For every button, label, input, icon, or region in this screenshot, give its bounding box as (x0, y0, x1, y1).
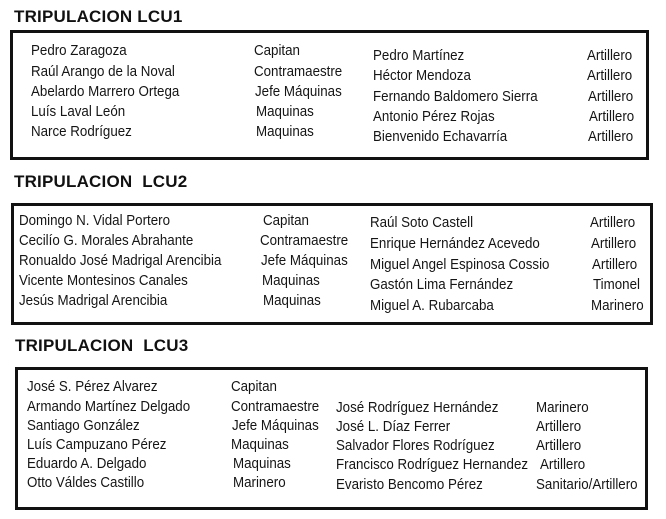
crew-role: Artillero (588, 89, 634, 105)
crew-role: Artillero (540, 457, 586, 473)
crew-name: Salvador Flores Rodríguez (336, 438, 495, 454)
crew-role: Artillero (588, 129, 634, 145)
crew-role: Maquinas (262, 273, 320, 289)
crew-name: Miguel A. Rubarcaba (370, 298, 494, 314)
crew-name: Luís Laval León (31, 104, 126, 120)
crew-role: Artillero (536, 419, 582, 435)
crew-name: José S. Pérez Alvarez (27, 379, 158, 395)
crew-role: Maquinas (263, 293, 321, 309)
crew-name: Jesús Madrigal Arencibia (19, 293, 168, 309)
crew-name: Bienvenido Echavarría (373, 129, 508, 145)
section-title-lcu1: TRIPULACION LCU1 (14, 7, 183, 26)
crew-name: Fernando Baldomero Sierra (373, 89, 538, 105)
crew-role: Artillero (592, 257, 638, 273)
crew-name: Otto Váldes Castillo (27, 475, 145, 491)
crew-role: Artillero (587, 48, 633, 64)
section-title-lcu3: TRIPULACION LCU3 (15, 336, 189, 355)
crew-name: José L. Díaz Ferrer (336, 419, 451, 435)
crew-name: Santiago González (27, 418, 140, 434)
crew-role: Artillero (591, 236, 637, 252)
crew-role: Maquinas (256, 124, 314, 140)
crew-role: Capitan (231, 379, 277, 395)
crew-role: Artillero (590, 215, 636, 231)
crew-name: Raúl Arango de la Noval (31, 64, 175, 80)
crew-role: Marinero (536, 400, 589, 416)
crew-role: Maquinas (256, 104, 314, 120)
crew-name: Vicente Montesinos Canales (19, 273, 188, 289)
crew-name: Pedro Zaragoza (31, 43, 127, 59)
crew-name: Narce Rodríguez (31, 124, 132, 140)
crew-role: Artillero (589, 109, 635, 125)
crew-role: Maquinas (233, 456, 291, 472)
crew-name: Héctor Mendoza (373, 68, 471, 84)
crew-role: Timonel (593, 277, 640, 293)
crew-name: Antonio Pérez Rojas (373, 109, 495, 125)
crew-role: Jefe Máquinas (232, 418, 319, 434)
crew-role: Maquinas (231, 437, 289, 453)
crew-name: Ronualdo José Madrigal Arencibia (19, 253, 222, 269)
crew-role: Jefe Máquinas (261, 253, 348, 269)
crew-role: Sanitario/Artillero (536, 477, 638, 493)
crew-name: José Rodríguez Hernández (336, 400, 499, 416)
crew-role: Jefe Máquinas (255, 84, 342, 100)
crew-name: Luís Campuzano Pérez (27, 437, 167, 453)
crew-name: Domingo N. Vidal Portero (19, 213, 171, 229)
crew-role: Contramaestre (231, 399, 320, 415)
crew-role: Capitan (254, 43, 300, 59)
crew-name: Abelardo Marrero Ortega (31, 84, 180, 100)
crew-name: Miguel Angel Espinosa Cossio (370, 257, 550, 273)
section-title-lcu2: TRIPULACION LCU2 (14, 172, 188, 191)
crew-role: Capitan (263, 213, 309, 229)
crew-name: Pedro Martínez (373, 48, 465, 64)
crew-role: Marinero (233, 475, 286, 491)
crew-name: Armando Martínez Delgado (27, 399, 191, 415)
crew-role: Contramaestre (260, 233, 349, 249)
crew-name: Enrique Hernández Acevedo (370, 236, 540, 252)
crew-role: Contramaestre (254, 64, 343, 80)
crew-name: Francisco Rodríguez Hernandez (336, 457, 529, 473)
crew-name: Gastón Lima Fernández (370, 277, 514, 293)
crew-role: Artillero (587, 68, 633, 84)
crew-name: Cecilío G. Morales Abrahante (19, 233, 194, 249)
crew-name: Eduardo A. Delgado (27, 456, 147, 472)
crew-name: Evaristo Bencomo Pérez (336, 477, 483, 493)
crew-name: Raúl Soto Castell (370, 215, 474, 231)
crew-role: Marinero (591, 298, 644, 314)
crew-role: Artillero (536, 438, 582, 454)
